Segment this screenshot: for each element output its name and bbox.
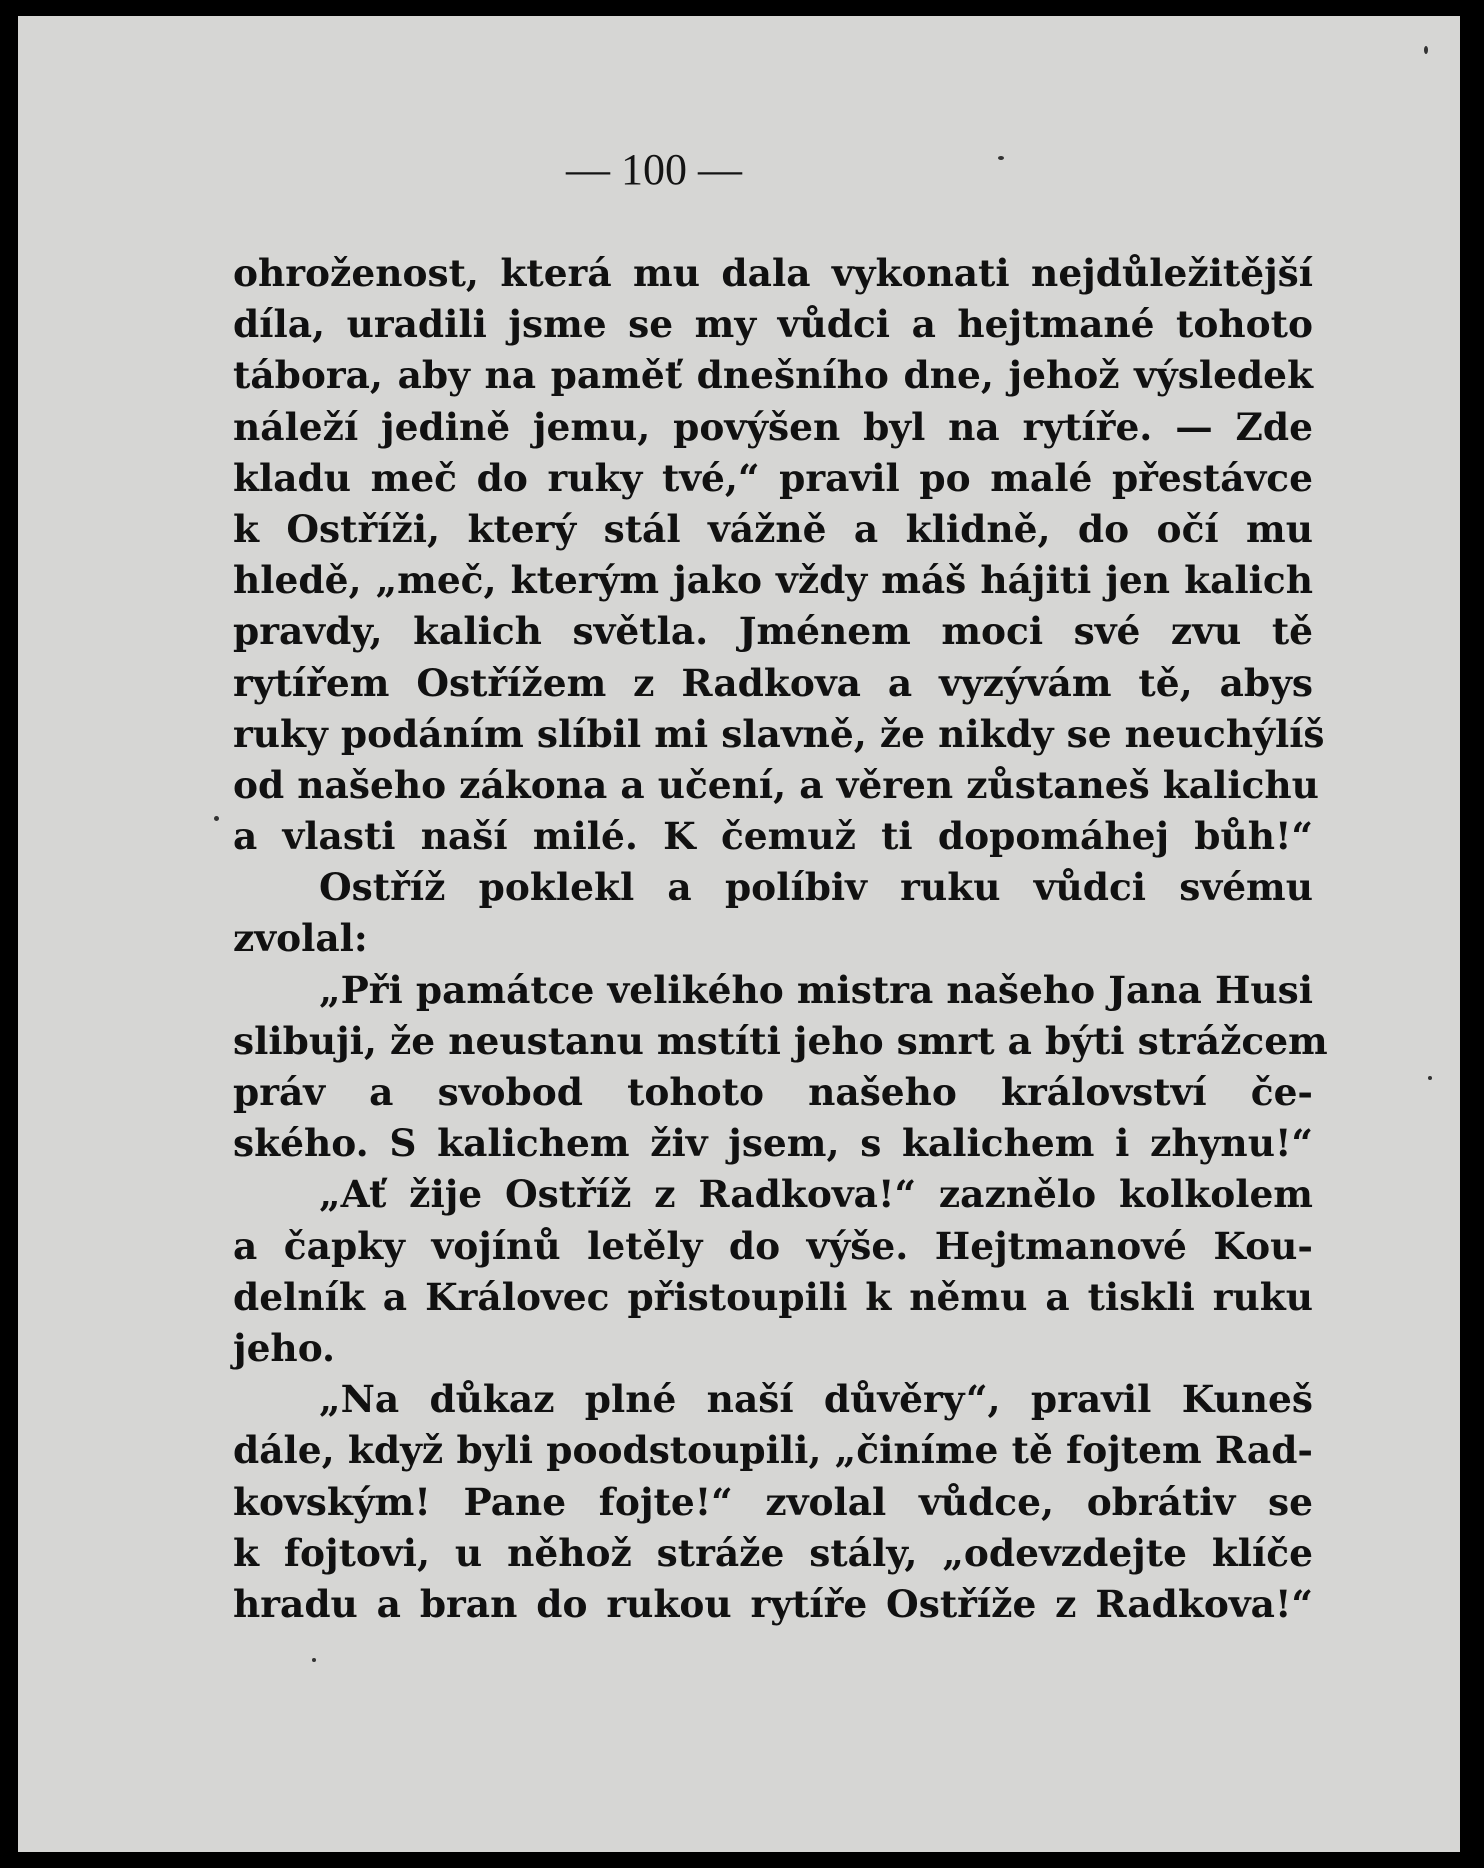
text-line: ruky podáním slíbil mi slavně, že nikdy se neuchýlíš xyxy=(233,711,1325,756)
paper-speck xyxy=(1428,1076,1432,1080)
text-line: tábora, aby na paměť dnešního dne, jehož výsledek xyxy=(233,353,1313,398)
text-line: „Na důkaz plné naší důvěry“, pravil Kuneš xyxy=(319,1377,1313,1422)
paper-speck xyxy=(1424,46,1428,54)
paper-speck xyxy=(312,1658,316,1662)
text-line: „Ať žije Ostříž z Radkova!“ zaznělo kolkolem xyxy=(319,1172,1313,1217)
text-line: kovským! Pane fojte!“ zvolal vůdce, obrátiv se xyxy=(233,1479,1313,1524)
text-line: rytířem Ostřížem z Radkova a vyzývám tě, abys xyxy=(233,660,1313,705)
text-line: slibuji, že neustanu mstíti jeho smrt a býti strážcem xyxy=(233,1018,1328,1063)
text-line: zvolal: xyxy=(233,916,368,961)
text-line: a vlasti naší milé. K čemuž ti dopomáhej bůh!“ xyxy=(233,814,1313,859)
text-line: jeho. xyxy=(233,1325,336,1370)
text-line: ského. S kalichem živ jsem, s kalichem i zhynu!“ xyxy=(233,1121,1313,1166)
text-line: hradu a bran do rukou rytíře Ostříže z Radkova!“ xyxy=(233,1581,1313,1626)
body-text xyxy=(233,248,1328,1630)
text-line: od našeho zákona a učení, a věren zůstaneš kalichu xyxy=(233,762,1319,807)
text-line: kladu meč do ruky tvé,“ pravil po malé přestávce xyxy=(233,455,1313,500)
text-line: hledě, „meč, kterým jako vždy máš hájiti jen kalich xyxy=(233,558,1313,603)
text-line: náleží jedině jemu, povýšen byl na rytíře. — Zde xyxy=(233,404,1313,449)
text-line: práv a svobod tohoto našeho království če- xyxy=(233,1070,1313,1114)
text-line: ohroženost, která mu dala vykonati nejdůležitější xyxy=(233,251,1313,295)
text-line: Ostříž poklekl a políbiv ruku vůdci svému xyxy=(319,865,1313,910)
text-line: a čapky vojínů letěly do výše. Hejtmanové Kou- xyxy=(233,1223,1313,1268)
paper-speck xyxy=(214,816,219,821)
text-line: „Při památce velikého mistra našeho Jana Husi xyxy=(319,967,1313,1012)
text-line: dále, když byli poodstoupili, „činíme tě fojtem Rad- xyxy=(233,1428,1313,1473)
book-page xyxy=(18,16,1460,1852)
paper-speck xyxy=(998,156,1004,160)
page-number: — 100 — xyxy=(566,145,742,194)
text-line: delník a Královec přistoupili k němu a tiskli ruku xyxy=(233,1274,1313,1319)
text-line: k fojtovi, u něhož stráže stály, „odevzdejte klíče xyxy=(233,1530,1313,1575)
text-line: pravdy, kalich světla. Jménem moci své zvu tě xyxy=(233,609,1313,654)
text-line: díla, uradili jsme se my vůdci a hejtmané tohoto xyxy=(233,302,1313,347)
text-line: k Ostříži, který stál vážně a klidně, do očí mu xyxy=(233,506,1313,551)
